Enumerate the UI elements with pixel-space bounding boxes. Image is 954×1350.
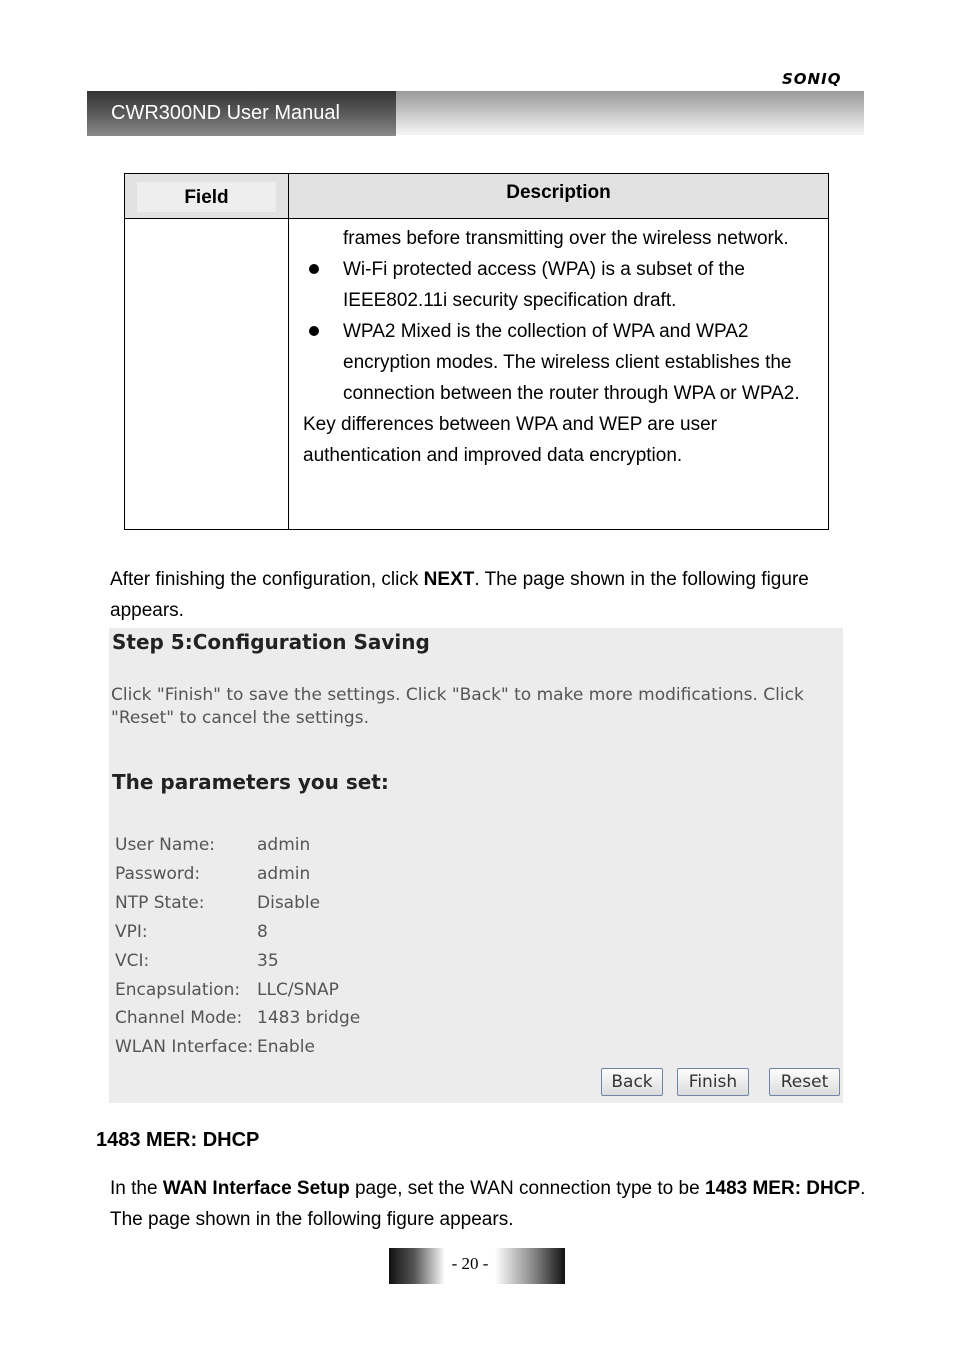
param-row [115, 1033, 360, 1062]
param-value: admin [257, 863, 311, 884]
field-cell [125, 219, 289, 530]
description-column-header: Description [289, 174, 829, 219]
param-value: LLC/SNAP [257, 979, 339, 1000]
param-label: Encapsulation: [115, 979, 241, 1000]
footer-gradient-left [389, 1248, 445, 1284]
section-heading: 1483 MER: DHCP [96, 1129, 260, 1151]
configuration-saving-screenshot [109, 628, 843, 1103]
description-note: Key differences between WPA and WEP are user authentication and improved data encryption. [303, 414, 718, 466]
param-value: Enable [257, 1037, 315, 1058]
page-number: - 20 - [451, 1254, 489, 1273]
param-label: WLAN Interface: [115, 1037, 254, 1058]
parameters-title: The parameters you set: [112, 770, 389, 794]
bullet-icon [303, 316, 343, 409]
bullet-item [303, 316, 818, 409]
param-row [115, 860, 360, 889]
param-value: 8 [257, 921, 268, 942]
table-row [125, 219, 829, 530]
field-description-table [124, 173, 829, 530]
param-row [115, 831, 360, 860]
manual-title-tab [87, 91, 396, 136]
param-label: Channel Mode: [115, 1008, 243, 1029]
param-row [115, 976, 360, 1005]
table-header-row [125, 174, 829, 219]
description-continuation: frames before transmitting over the wireless network. [343, 228, 789, 249]
parameters-list [115, 831, 360, 1062]
param-value: admin [257, 835, 311, 855]
param-label: VPI: [115, 921, 148, 942]
brand-logo: SONIQ [782, 70, 842, 88]
param-value: 1483 bridge [257, 1008, 361, 1029]
instructions-text: Click "Finish" to save the settings. Click "Back" to make more modifications. Click "Reset" to cancel the settings. [111, 685, 804, 728]
param-label: User Name: [115, 835, 216, 855]
param-label: NTP State: [115, 892, 205, 913]
bullet-text: Wi-Fi protected access (WPA) is a subset of the IEEE802.11i security specification draft. [343, 259, 745, 311]
paragraph-next-instruction: After finishing the configuration, click NEXT. The page shown in the following figure appears. [110, 569, 809, 621]
next-keyword: NEXT [423, 569, 475, 590]
mer-dhcp-keyword: 1483 MER: DHCP [704, 1178, 861, 1199]
bullet-text: WPA2 Mixed is the collection of WPA and WPA2 encryption modes. The wireless client establishes the connection between the router through WPA or WPA2. [343, 321, 800, 404]
finish-button[interactable]: Finish [677, 1068, 749, 1096]
param-label: Password: [115, 863, 201, 884]
field-column-header: Field [125, 174, 289, 219]
step-title: Step 5:Configuration Saving [112, 630, 430, 654]
paragraph-wan-setup: In the WAN Interface Setup page, set the WAN connection type to be 1483 MER: DHCP. The page shown in the following figure appears. [110, 1178, 866, 1230]
param-row [115, 889, 360, 918]
param-row [115, 1004, 360, 1033]
param-label: VCI: [115, 950, 150, 971]
back-button[interactable]: Back [601, 1068, 663, 1096]
manual-title: CWR300ND User Manual [111, 102, 340, 124]
footer-gradient-right [495, 1248, 565, 1284]
param-value: 35 [257, 950, 279, 971]
param-row [115, 918, 360, 947]
param-row [115, 947, 360, 976]
description-cell [289, 219, 829, 530]
bullet-icon [303, 254, 343, 316]
bullet-item [303, 254, 818, 316]
reset-button[interactable]: Reset [769, 1068, 840, 1096]
param-value: Disable [257, 892, 321, 913]
wan-setup-keyword: WAN Interface Setup [162, 1178, 350, 1199]
